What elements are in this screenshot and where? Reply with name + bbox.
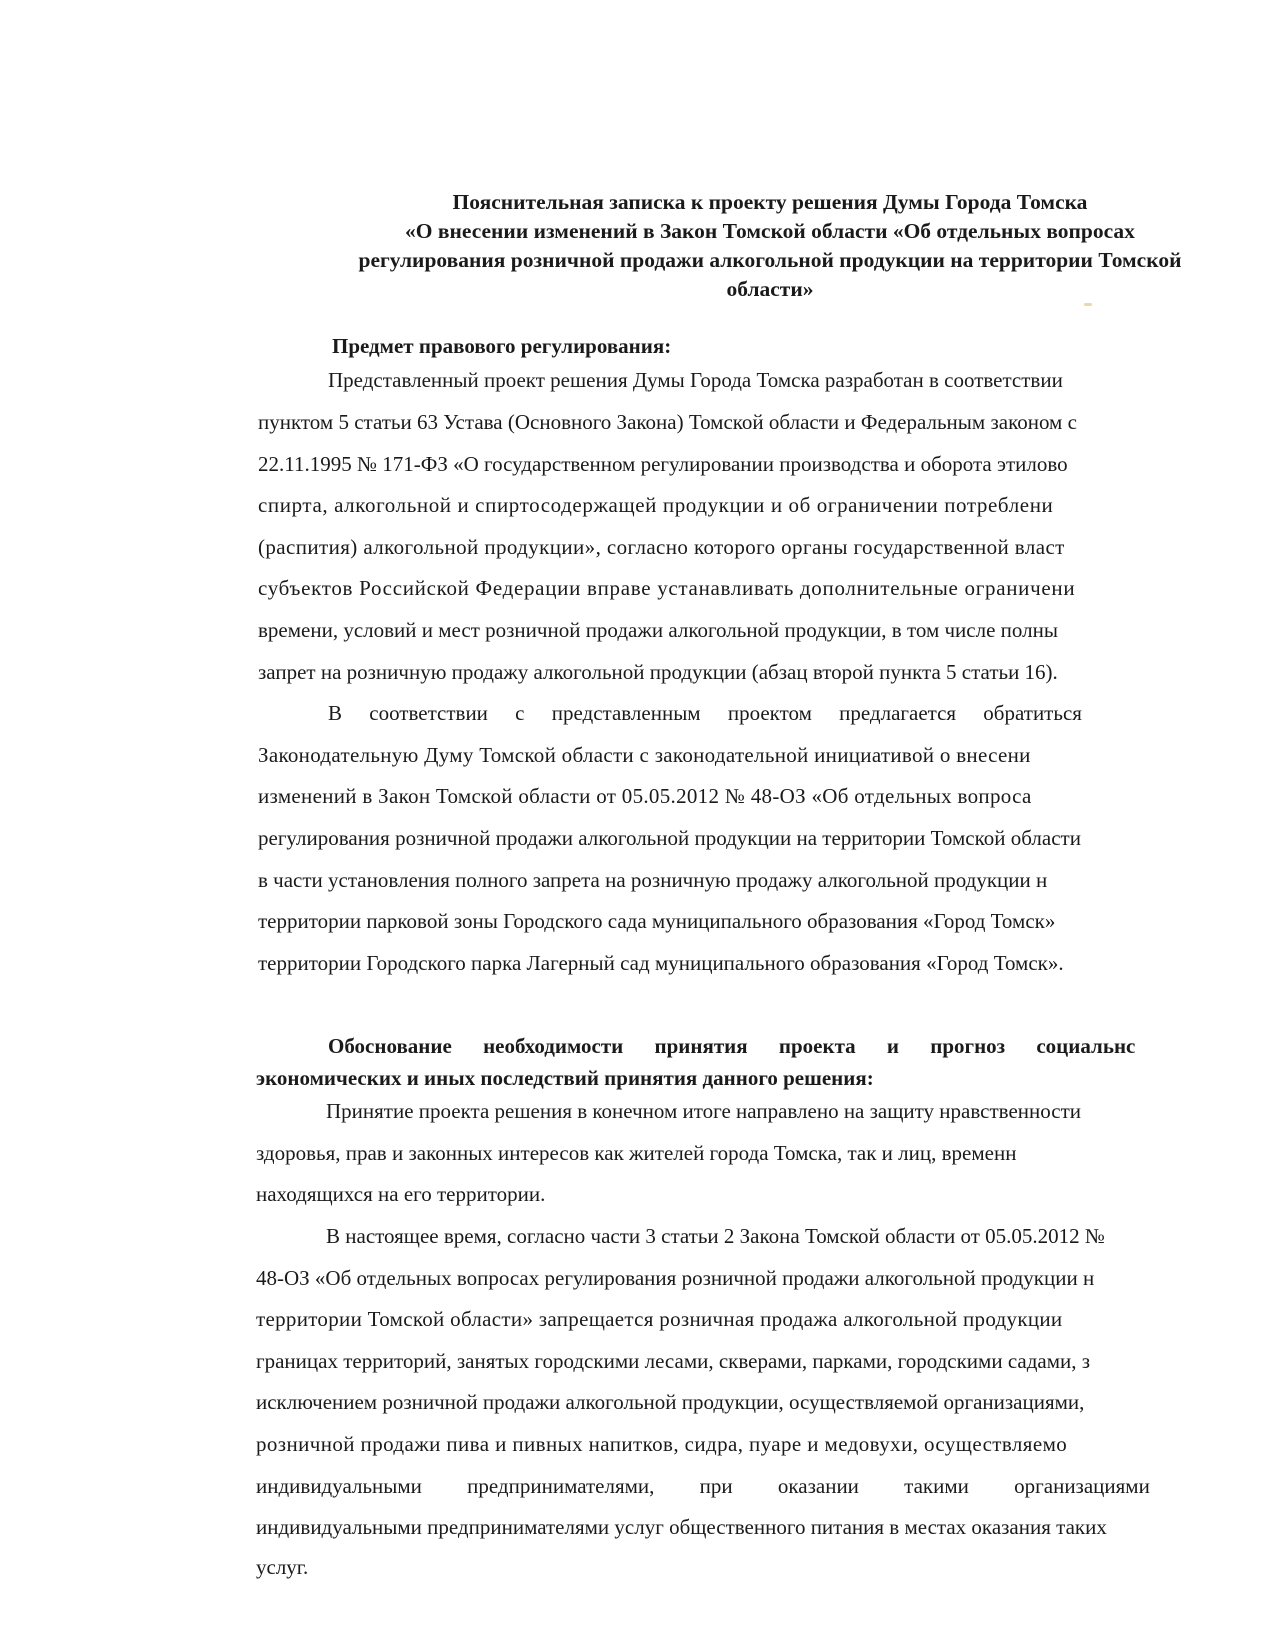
paragraph-line: территории парковой зоны Городского сада муниципального образования «Город Томск» (258, 909, 1056, 933)
scan-speck (1084, 303, 1092, 306)
title-line: Пояснительная записка к проекту решения Думы Города Томска (452, 190, 1088, 214)
paragraph-line: В настоящее время, согласно части 3 статьи 2 Закона Томской области от 05.05.2012 № (326, 1224, 1105, 1248)
paragraph-line: запрет на розничную продажу алкогольной продукции (абзац второй пункта 5 статьи 16). (258, 660, 1058, 684)
paragraph-line: розничной продажи пива и пивных напитков, сидра, пуаре и медовухи, осуществляемо (256, 1432, 1068, 1456)
paragraph-line: Представленный проект решения Думы Города Томска разработан в соответствии (328, 368, 1063, 392)
paragraph-line: услуг. (256, 1555, 309, 1579)
paragraph-line: Принятие проекта решения в конечном итоге направлено на защиту нравственности (326, 1099, 1082, 1123)
document-title (270, 188, 1270, 304)
paragraph-line: В соответствии с представленным проектом предлагается обратиться (328, 701, 1082, 725)
paragraph-line: пунктом 5 статьи 63 Устава (Основного Закона) Томской области и Федеральным законом с (258, 410, 1077, 434)
paragraph-line: территории Городского парка Лагерный сад муниципального образования «Город Томск». (258, 951, 1064, 975)
paragraph-line: Законодательную Думу Томской области с законодательной инициативой о внесени (258, 743, 1031, 767)
paragraph-line: в части установления полного запрета на розничную продажу алкогольной продукции н (258, 868, 1048, 892)
section-heading-justification-cont: экономических и иных последствий принятия данного решения: (256, 1066, 874, 1090)
section-heading-subject: Предмет правового регулирования: (332, 334, 672, 358)
paragraph-line: границах территорий, занятых городскими лесами, скверами, парками, городскими садами, з (256, 1349, 1091, 1373)
paragraph-line: регулирования розничной продажи алкогольной продукции на территории Томской области (258, 826, 1081, 850)
paragraph-line: изменений в Закон Томской области от 05.05.2012 № 48-ОЗ «Об отдельных вопроса (258, 784, 1032, 808)
paragraph-line: здоровья, прав и законных интересов как жителей города Томска, так и лиц, временн (256, 1141, 1017, 1165)
title-line: области» (726, 277, 814, 301)
title-line: регулирования розничной продажи алкогольной продукции на территории Томской (358, 248, 1182, 272)
paragraph-line: (распития) алкогольной продукции», согласно которого органы государственной власт (258, 535, 1065, 559)
title-line: «О внесении изменений в Закон Томской области «Об отдельных вопросах (405, 219, 1135, 243)
section-heading-justification: Обоснование необходимости принятия проекта и прогноз социальнс (328, 1034, 1136, 1058)
paragraph-line: находящихся на его территории. (256, 1182, 546, 1206)
paragraph-line: территории Томской области» запрещается розничная продажа алкогольной продукции (256, 1307, 1063, 1331)
paragraph-line: 22.11.1995 № 171-ФЗ «О государственном регулировании производства и оборота этилово (258, 452, 1068, 476)
paragraph-line: субъектов Российской Федерации вправе устанавливать дополнительные ограничени (258, 576, 1076, 600)
paragraph-line: времени, условий и мест розничной продажи алкогольной продукции, в том числе полны (258, 618, 1058, 642)
paragraph-line: индивидуальными предпринимателями, при оказании такими организациями (256, 1474, 1150, 1498)
paragraph-line: исключением розничной продажи алкогольной продукции, осуществляемой организациями, (256, 1390, 1085, 1414)
paragraph-line: 48-ОЗ «Об отдельных вопросах регулирования розничной продажи алкогольной продукции н (256, 1266, 1095, 1290)
paragraph-line: индивидуальными предпринимателями услуг общественного питания в местах оказания таких (256, 1515, 1107, 1539)
paragraph-line: спирта, алкогольной и спиртосодержащей продукции и об ограничении потреблени (258, 493, 1054, 517)
